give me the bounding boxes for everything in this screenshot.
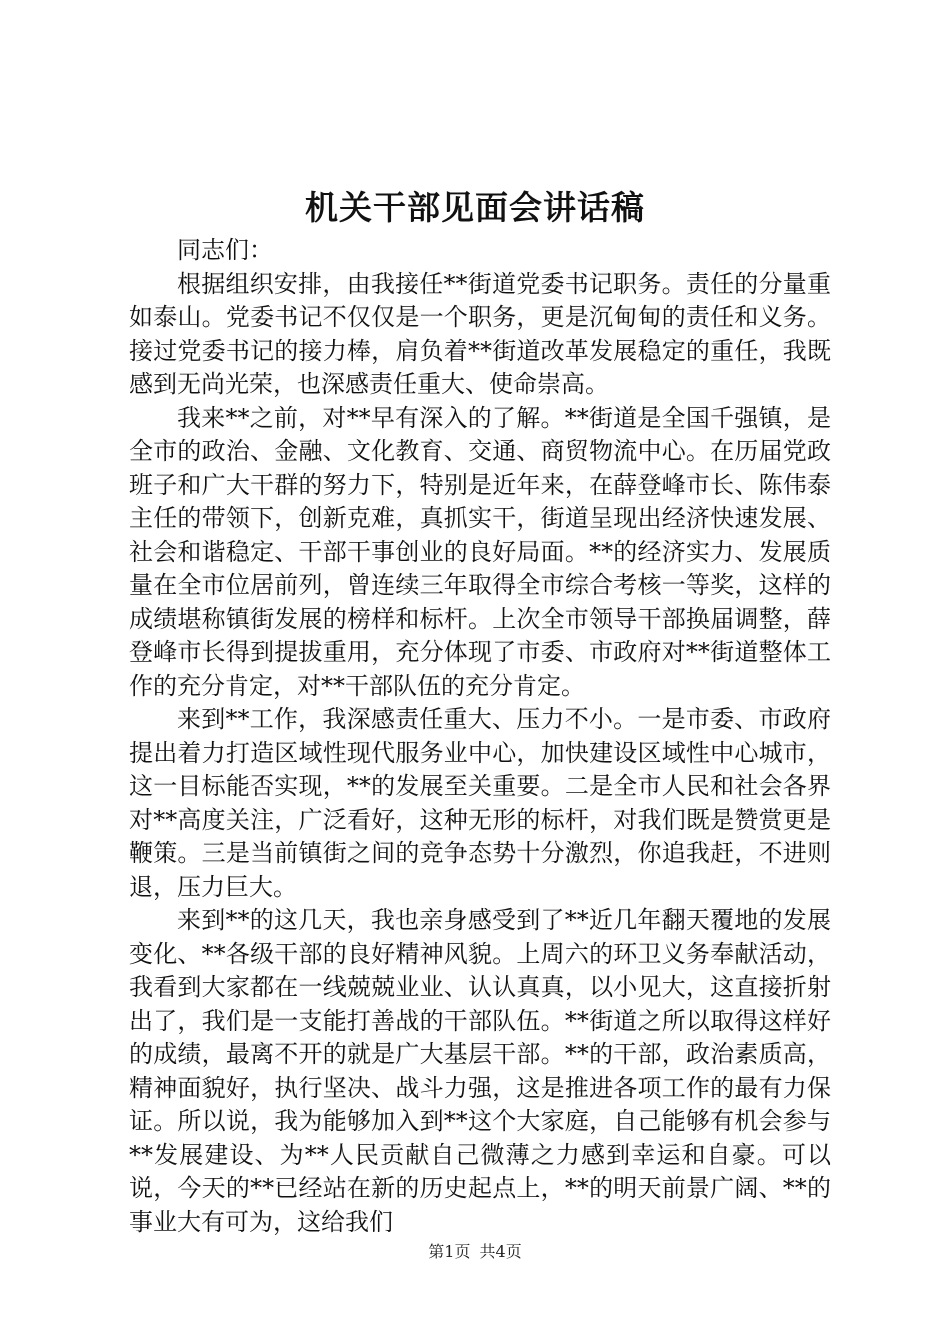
page-number: 第1页 xyxy=(428,1242,471,1261)
document-body xyxy=(129,234,831,1239)
paragraph-1: 根据组织安排，由我接任**街道党委书记职务。责任的分量重如泰山。党委书记不仅仅是一个职务，更是沉甸甸的责任和义务。接过党委书记的接力棒，肩负着**街道改革发展稳定的重任，我既感到无尚光荣，也深感责任重大、使命崇高。 xyxy=(129,269,831,398)
page-total: 共4页 xyxy=(479,1242,522,1261)
page-footer xyxy=(0,1241,950,1263)
salutation: 同志们： xyxy=(177,236,273,264)
paragraph-4: 来到**的这几天，我也亲身感受到了**近几年翻天覆地的发展变化、**各级干部的良好精神风貌。上周六的环卫义务奉献活动，我看到大家都在一线兢兢业业、认认真真，以小见大，这直接折射出了，我们是一支能打善战的干部队伍。**街道之所以取得这样好的成绩，最离不开的就是广大基层干部。**的干部，政治素质高，精神面貌好，执行坚决、战斗力强，这是推进各项工作的最有力保证。所以说，我为能够加入到**这个大家庭，自己能够有机会参与**发展建设、为**人民贡献自己微薄之力感到幸运和自豪。可以说，今天的**已经站在新的历史起点上，**的明天前景广阔、**的事业大有可为，这给我们 xyxy=(129,906,831,1236)
paragraph-3: 来到**工作，我深感责任重大、压力不小。一是市委、市政府提出着力打造区域性现代服务业中心，加快建设区域性中心城市，这一目标能否实现，**的发展至关重要。二是全市人民和社会各界对**高度关注，广泛看好，这种无形的标杆，对我们既是赞赏更是鞭策。三是当前镇街之间的竞争态势十分激烈，你追我赶，不进则退，压力巨大。 xyxy=(129,705,831,901)
document-title: 机关干部见面会讲话稿 xyxy=(305,188,645,227)
paragraph-2: 我来**之前，对**早有深入的了解。**街道是全国千强镇，是全市的政治、金融、文化教育、交通、商贸物流中心。在历届党政班子和广大干群的努力下，特别是近年来，在薛登峰市长、陈伟泰主任的带领下，创新克难，真抓实干，街道呈现出经济快速发展、社会和谐稳定、干部干事创业的良好局面。**的经济实力、发展质量在全市位居前列，曾连续三年取得全市综合考核一等奖，这样的成绩堪称镇街发展的榜样和标杆。上次全市领导干部换届调整，薛登峰市长得到提拔重用，充分体现了市委、市政府对**街道整体工作的充分肯定，对**干部队伍的充分肯定。 xyxy=(129,403,831,700)
